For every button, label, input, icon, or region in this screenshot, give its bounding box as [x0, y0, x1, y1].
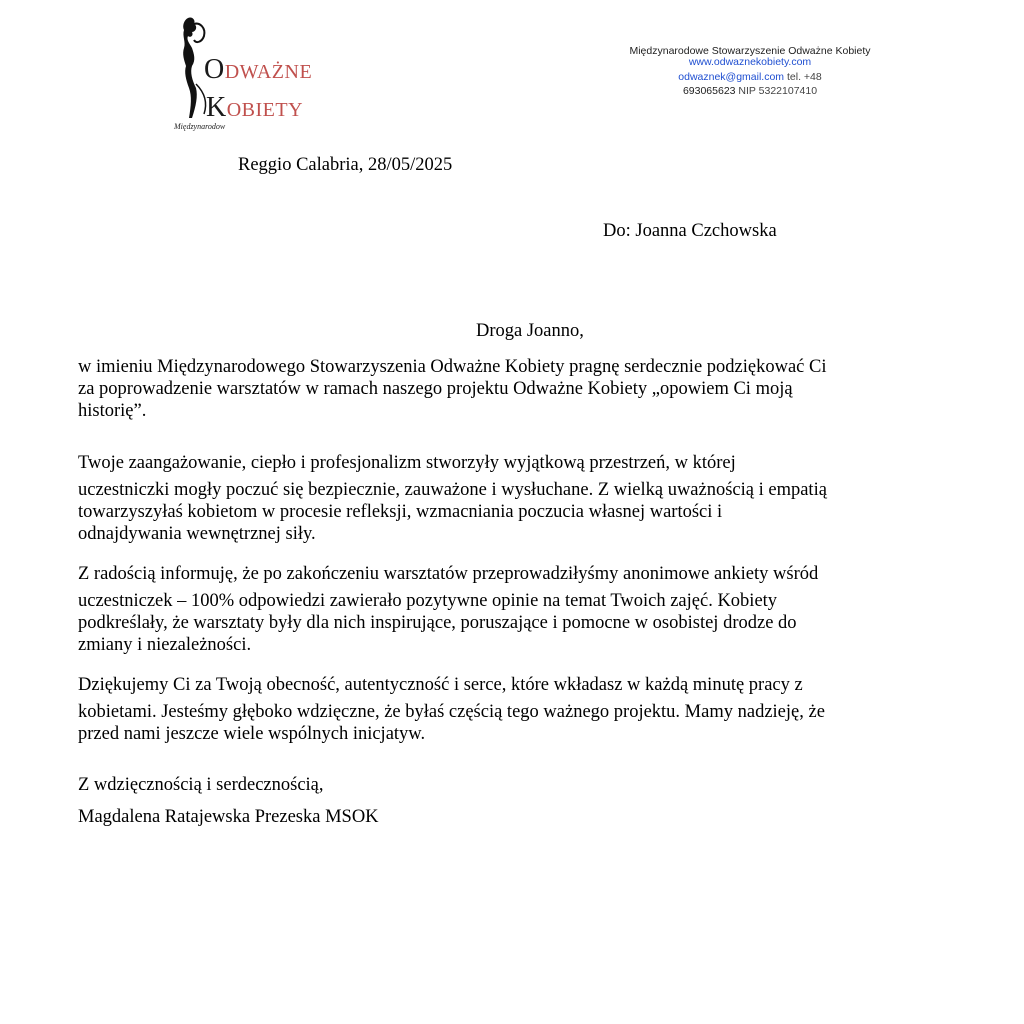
paragraph-line: towarzyszyłaś kobietom w procesie refleksji, wzmacniania poczucia własnej wartości i — [78, 502, 723, 522]
paragraph-1 — [78, 356, 978, 422]
salutation: Droga Joanno, — [476, 321, 584, 341]
website-link[interactable]: www.odwaznekobiety.com — [688, 56, 812, 68]
paragraph-line: zmiany i niezależności. — [78, 635, 252, 655]
header-contact-block — [590, 44, 910, 98]
paragraph-line: Dziękujemy Ci za Twoją obecność, autentyczność i serce, które wkładasz w każdą minutę pracy z — [78, 675, 803, 695]
paragraph-3 — [78, 563, 978, 656]
closing-phrase: Z wdzięcznością i serdecznością, — [78, 775, 324, 795]
phone-label: tel. +48 — [786, 71, 822, 83]
paragraph-line: uczestniczek – 100% odpowiedzi zawierało pozytywne opinie na temat Twoich zajęć. Kobiety — [78, 591, 778, 611]
recipient: Do: Joanna Czchowska — [603, 221, 777, 241]
paragraph-line: Twoje zaangażowanie, ciepło i profesjonalizm stworzyły wyjątkową przestrzeń, w której — [78, 453, 736, 473]
logo-wordmark-line1: ODWAŻNE — [204, 54, 313, 85]
paragraph-line: kobietami. Jesteśmy głęboko wdzięczne, że byłaś częścią tego ważnego projektu. Mamy nadzieję, że — [78, 702, 825, 722]
phone-number: 693065623 — [682, 85, 736, 97]
paragraph-line: Z radością informuję, że po zakończeniu warsztatów przeprowadziłyśmy anonimowe ankiety wśród — [78, 564, 819, 584]
paragraph-line: w imieniu Międzynarodowego Stowarzyszenia Odważne Kobiety pragnę serdecznie podziękować Ci — [78, 357, 827, 377]
email-phone-row — [590, 70, 910, 84]
paragraph-line: podkreślały, że warsztaty były dla nich inspirujące, poruszające i pomocne w osobistej drodze do — [78, 613, 797, 633]
nip-number: NIP 5322107410 — [738, 85, 818, 97]
paragraph-line: przed nami jeszcze wiele wspólnych inicjatyw. — [78, 724, 426, 744]
paragraph-line: historię”. — [78, 401, 147, 421]
paragraph-line: odnajdywania wewnętrznej siły. — [78, 524, 316, 544]
logo-subtitle: Międzynarodow — [174, 122, 226, 131]
paragraph-4 — [78, 674, 978, 745]
organization-name: Międzynarodowe Stowarzyszenie Odważne Kobiety — [629, 45, 871, 57]
organization-logo — [170, 14, 330, 136]
email-link[interactable]: odwaznek@gmail.com — [678, 71, 785, 83]
phone-nip-row — [590, 84, 910, 98]
logo-wordmark-line2: KOBIETY — [206, 92, 304, 123]
paragraph-line: uczestniczki mogły poczuć się bezpiecznie, zauważone i wysłuchane. Z wielką uważnością i empatią — [78, 480, 827, 500]
paragraph-2 — [78, 452, 978, 545]
signature-name: Magdalena Ratajewska Prezeska MSOK — [78, 807, 379, 827]
paragraph-line: za poprowadzenie warsztatów w ramach naszego projektu Odważne Kobiety „opowiem Ci moją — [78, 379, 793, 399]
place-date: Reggio Calabria, 28/05/2025 — [238, 155, 453, 175]
